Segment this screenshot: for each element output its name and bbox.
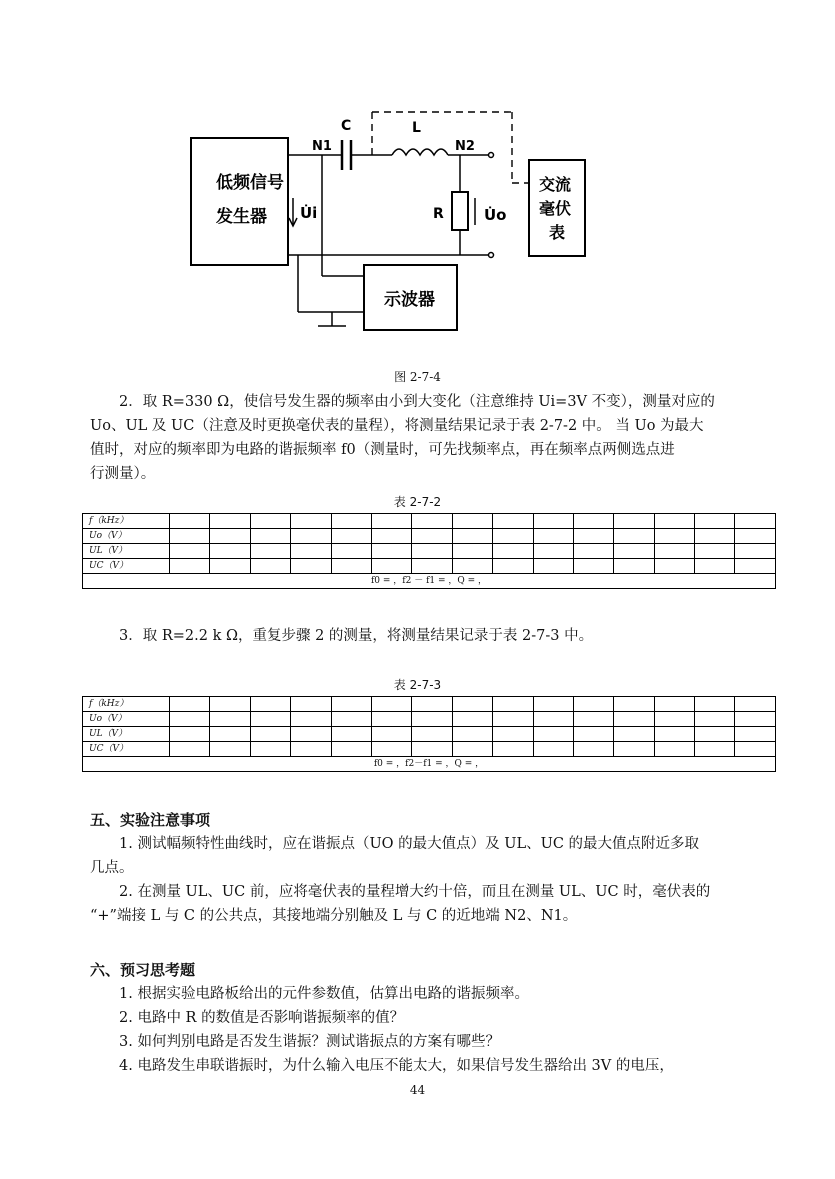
input-voltage-label: U̇i (300, 204, 318, 222)
row-label: f（kHz） (83, 697, 170, 712)
row-label: UC（V） (83, 742, 170, 757)
step2-line: 2．取 R=330 Ω，使信号发生器的频率由小到大变化（注意维持 Ui=3V 不变），测量对应的 (119, 394, 715, 410)
table-summary-row (83, 574, 776, 589)
row-label: Uo（V） (83, 712, 170, 727)
step2-line: Uo、UL 及 UC（注意及时更换毫伏表的量程），将测量结果记录于表 2-7-2 中。 当 Uo 为最大 (90, 418, 704, 434)
oscilloscope-label: 示波器 (384, 290, 435, 310)
data-table-2-7-3 (82, 696, 776, 772)
list-item: 4. 电路发生串联谐振时，为什么输入电压不能太大，如果信号发生器给出 3V 的电压， (119, 1058, 674, 1074)
capacitor-label: C (341, 118, 352, 134)
generator-label-1: 低频信号 (216, 173, 284, 193)
row-label: UL（V） (83, 727, 170, 742)
table-row (83, 712, 776, 727)
step2-paragraph (90, 390, 775, 486)
step2-line: 值时，对应的频率即为电路的谐振频率 f0（测量时，可先找频率点，再在频率点两侧选点进 (90, 442, 675, 458)
step3-line: 3．取 R=2.2 k Ω，重复步骤 2 的测量，将测量结果记录于表 2-7-3 中。 (119, 628, 594, 644)
table-summary-row (83, 757, 776, 772)
node-n2-label: N2 (455, 139, 475, 154)
resistor-label: R (433, 206, 444, 222)
row-label: UL（V） (83, 544, 170, 559)
meter-label-2: 毫伏 (539, 199, 572, 218)
table2-title: 表 2-7-3 (393, 678, 442, 692)
row-label: UC（V） (83, 559, 170, 574)
step3-paragraph (90, 624, 775, 648)
list-item: 1. 根据实验电路板给出的元件参数值，估算出电路的谐振频率。 (119, 986, 529, 1002)
table-row (83, 727, 776, 742)
table-row (83, 559, 776, 574)
row-label: f（kHz） (83, 514, 170, 529)
page-number: 44 (409, 1083, 426, 1097)
section6 (90, 958, 780, 1078)
table-row (83, 529, 776, 544)
list-item: 2. 电路中 R 的数值是否影响谐振频率的值？ (119, 1010, 405, 1026)
table2-summary: f0 = ，f2－f1 = ，Q = ， (83, 757, 776, 772)
generator-box (191, 138, 288, 265)
section5-line: 1. 测试幅频特性曲线时，应在谐振点（UO 的最大值点）及 UL、UC 的最大值点附近多取 (119, 836, 700, 852)
section5-title: 五、实验注意事项 (90, 811, 211, 829)
list-item: 3. 如何判别电路是否发生谐振？测试谐振点的方案有哪些？ (119, 1034, 500, 1050)
table-row (83, 697, 776, 712)
meter-label-1: 交流 (539, 175, 572, 194)
table1-summary: f0 = ，f2 － f1 = ，Q = ， (83, 574, 776, 589)
table-row (83, 742, 776, 757)
section5 (90, 808, 775, 928)
output-voltage-label: U̇o (484, 206, 507, 224)
resistor-symbol (452, 192, 468, 230)
row-label: Uo（V） (83, 529, 170, 544)
circuit-diagram (150, 100, 610, 340)
meter-label-3: 表 (549, 223, 566, 242)
step2-line: 行测量）。 (90, 466, 156, 482)
table1-title: 表 2-7-2 (393, 495, 442, 509)
section5-line: 2. 在测量 UL、UC 前，应将毫伏表的量程增大约十倍，而且在测量 UL、UC 时，毫伏表的 (119, 884, 711, 900)
table-row (83, 514, 776, 529)
generator-label-2: 发生器 (216, 207, 267, 227)
node-n1-label: N1 (312, 139, 332, 154)
figure-caption: 图 2-7-4 (394, 370, 441, 384)
inductor-label: L (412, 120, 421, 136)
data-table-2-7-2 (82, 513, 776, 589)
section6-title: 六、预习思考题 (90, 961, 196, 979)
section5-line: 几点。 (90, 860, 134, 876)
section5-line: “+”端接 L 与 C 的公共点，其接地端分别触及 L 与 C 的近地端 N2、N1。 (90, 908, 578, 924)
table-row (83, 544, 776, 559)
